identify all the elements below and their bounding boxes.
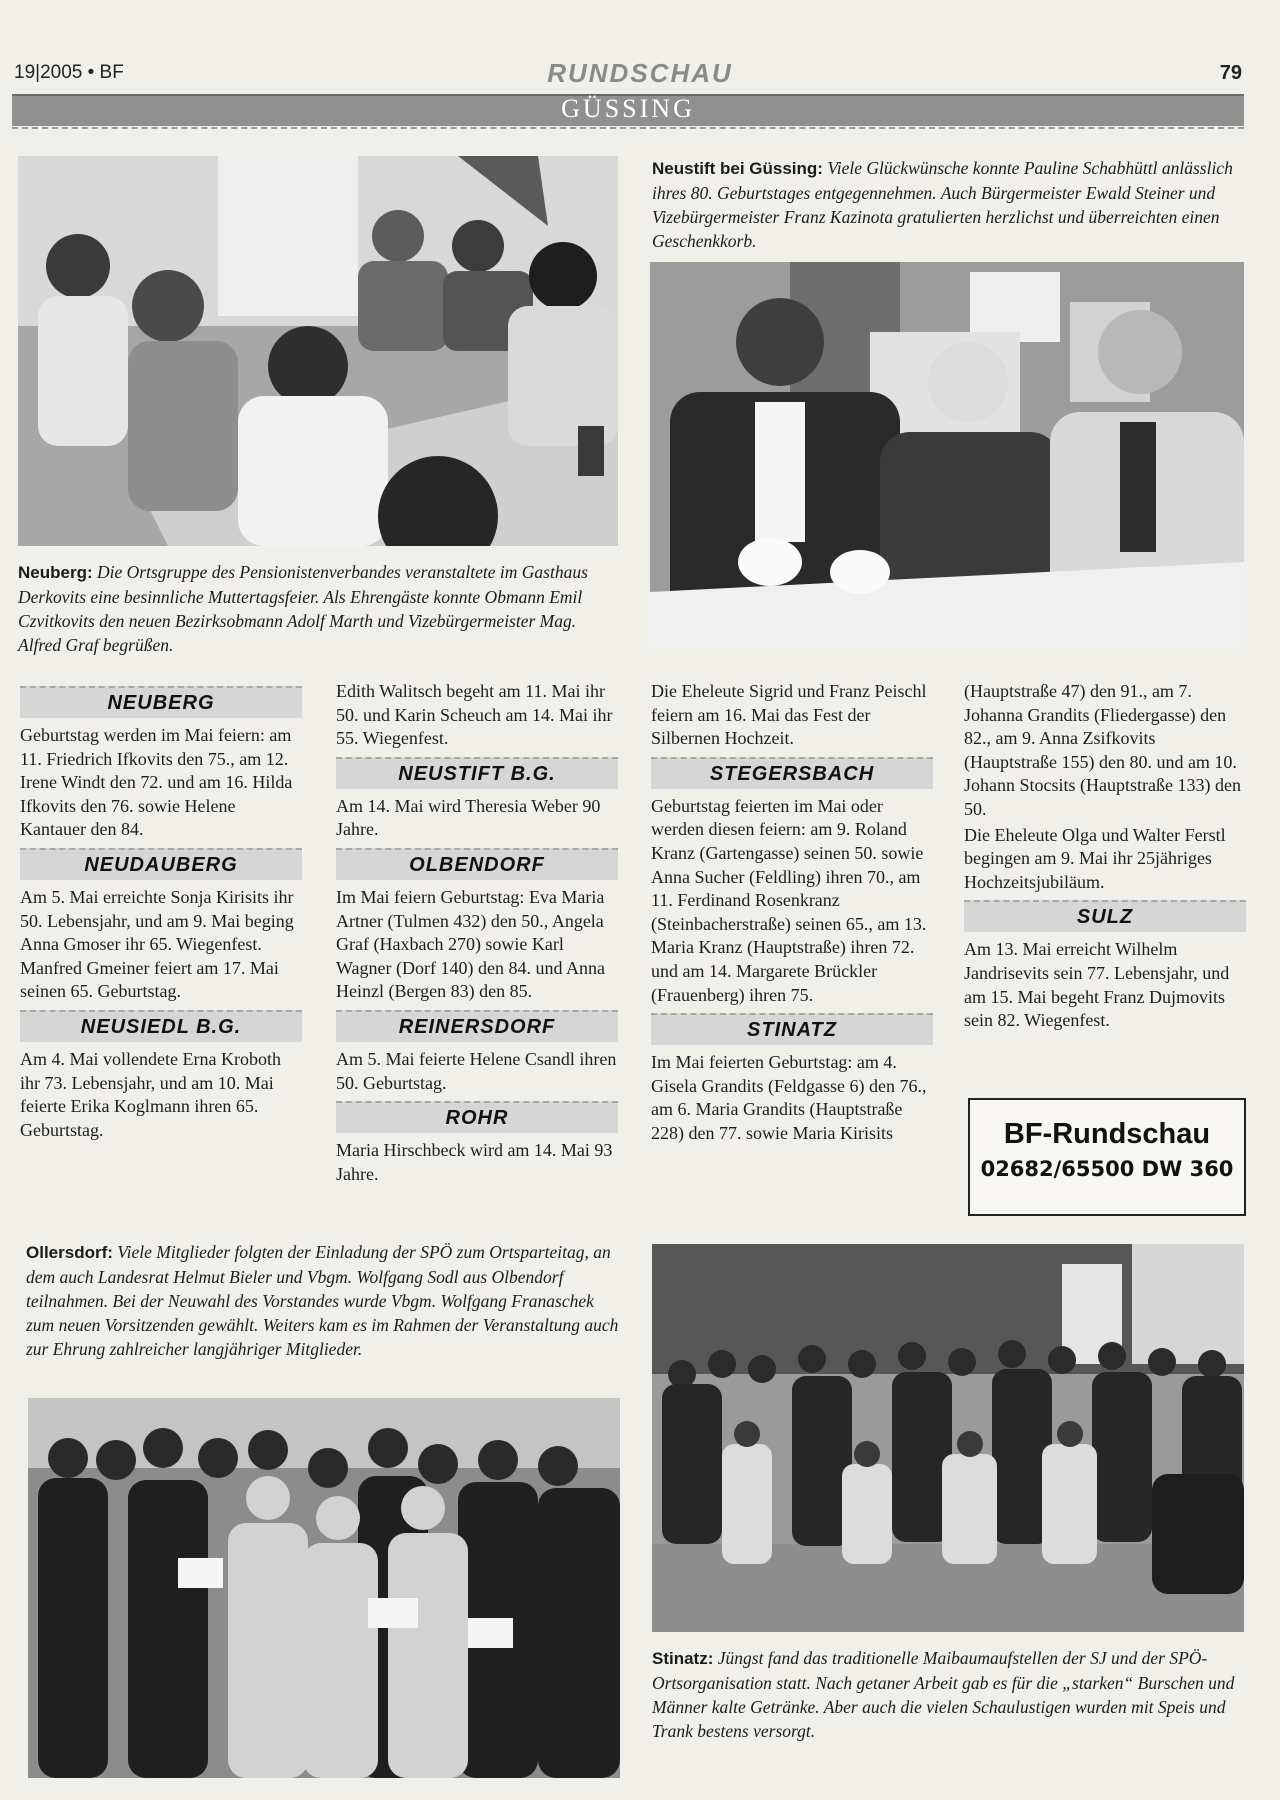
column-4 xyxy=(964,680,1246,1035)
photo-neuberg xyxy=(18,156,618,546)
caption-text: Viele Mitglieder folgten der Einladung der SPÖ zum Ortsparteitag, an dem auch Landesrat Helmut Bieler und Vbgm. Wolfgang Sodl aus Olbendorf teilnahmen. Bei der Neuwahl des Vorstandes wurde Vbgm. Wolfgang Franaschek zum neuen Vorsitzenden gewählt. Weiters kam es im Rahmen der Veranstaltung auch zur Ehrung zahlreicher langjähriger Mitglieder. xyxy=(26,1242,619,1359)
section-text: Die Eheleute Sigrid und Franz Peischl feiern am 16. Mai das Fest der Silbernen Hochzeit. xyxy=(651,681,927,749)
caption-text: Viele Glückwünsche konnte Pauline Schabhüttl anlässlich ihres 80. Geburtstages entgegennehmen. Auch Bürgermeister Ewald Steiner und Vizebürgermeister Franz Kazinota gratulierten herzlichst und überreichten einen Geschenkkorb. xyxy=(652,158,1233,251)
section-text: Am 13. Mai erreicht Wilhelm Jandrisevits sein 77. Lebensjahr, und am 15. Mai begeht Franz Dujmovits sein 82. Wiegenfest. xyxy=(964,939,1230,1031)
photo-stinatz xyxy=(652,1244,1244,1632)
caption-place: Ollersdorf: xyxy=(26,1243,113,1262)
section-heading: NEUSIEDL B.G. xyxy=(20,1010,302,1042)
section-text: Am 5. Mai feierte Helene Csandl ihren 50. Geburtstag. xyxy=(336,1048,617,1093)
section-text: (Hauptstraße 47) den 91., am 7. Johanna Grandits (Fliedergasse) den 82., am 9. Anna Zsifkovits (Hauptstraße 155) den 80. und am 10. Johann Stocsits (Hauptstraße 133) den 50. xyxy=(964,681,1241,819)
section-heading: NEUDAUBERG xyxy=(20,848,302,880)
section-heading: STINATZ xyxy=(651,1013,933,1045)
column-2 xyxy=(336,680,618,1188)
ad-title: BF-Rundschau xyxy=(1003,1118,1211,1150)
caption-stinatz xyxy=(652,1646,1244,1743)
caption-text: Die Ortsgruppe des Pensionistenverbandes veranstaltete im Gasthaus Derkovits eine besinnliche Muttertagsfeier. Als Ehrengäste konnte Obmann Emil Czvitkovits den neuen Bezirksobmann Adolf Marth und Vizebürgermeister Mag. Alfred Graf begrüßen. xyxy=(18,562,588,655)
section-text: Edith Walitsch begeht am 11. Mai ihr 50. und Karin Scheuch am 14. Mai ihr 55. Wiegenfest. xyxy=(336,681,613,749)
section-heading: OLBENDORF xyxy=(336,848,618,880)
section-heading: NEUSTIFT B.G. xyxy=(336,757,618,789)
section-text: Maria Hirschbeck wird am 14. Mai 93 Jahre. xyxy=(336,1140,613,1184)
caption-neuberg xyxy=(18,560,618,657)
caption-place: Stinatz: xyxy=(652,1649,714,1668)
column-3 xyxy=(651,680,933,1148)
caption-neustift xyxy=(652,156,1244,253)
caption-place: Neuberg: xyxy=(18,563,93,582)
section-heading: REINERSDORF xyxy=(336,1010,618,1042)
section-text: Am 5. Mai erreichte Sonja Kirisits ihr 50. Lebensjahr, und am 9. Mai beging Anna Gmoser ihr 65. Wiegenfest. Manfred Gmeiner feiert am 17. Mai seinen 65. Geburtstag. xyxy=(20,886,294,1002)
section-text: Die Eheleute Olga und Walter Ferstl begingen am 9. Mai ihr 25jähriges Hochzeitsjubiläum. xyxy=(964,824,1226,892)
photo-ollersdorf xyxy=(28,1398,620,1778)
caption-place: Neustift bei Güssing: xyxy=(652,159,823,178)
page-number: 79 xyxy=(1219,62,1242,84)
section-text: Am 14. Mai wird Theresia Weber 90 Jahre. xyxy=(336,795,601,840)
section-text: Im Mai feierten Geburtstag: am 4. Gisela Grandits (Feldgasse 6) den 76., am 6. Maria Grandits (Hauptstraße 228) den 77. sowie Maria Kirisits xyxy=(651,1052,927,1143)
section-heading: STEGERSBACH xyxy=(651,757,933,789)
section-heading: SULZ xyxy=(964,900,1246,932)
header-divider xyxy=(12,127,1244,129)
section-title: RUNDSCHAU xyxy=(547,58,733,88)
ad-box xyxy=(968,1098,1246,1216)
photo-neustift xyxy=(650,262,1244,650)
section-heading: NEUBERG xyxy=(20,686,302,718)
section-text: Im Mai feiern Geburtstag: Eva Maria Artner (Tulmen 432) den 50., Angela Graf (Haxbach 270) sowie Karl Wagner (Dorf 140) den 84. und Anna Heinzl (Bergen 83) den 85. xyxy=(336,886,605,1002)
region-title: GÜSSING xyxy=(561,94,695,123)
column-1 xyxy=(20,680,302,1144)
section-text: Am 4. Mai vollendete Erna Kroboth ihr 73. Lebensjahr, und am 10. Mai feierte Erika Koglmann ihren 65. Geburtstag. xyxy=(20,1048,281,1140)
section-heading: ROHR xyxy=(336,1101,618,1133)
section-text: Geburtstag feierten im Mai oder werden diesen feiern: am 9. Roland Kranz (Gartengasse) seinen 50. sowie Anna Sucher (Feldling) ihren 70., am 11. Ferdinand Rosenkranz (Steinbacherstraße) seinen 65., am 13. Maria Kranz (Hauptstraße) ihren 72. und am 14. Margarete Brückler (Frauenberg) ihren 75. xyxy=(651,795,927,1005)
caption-ollersdorf xyxy=(26,1240,620,1361)
ad-phone: 02682/65500 DW 360 xyxy=(980,1157,1234,1181)
section-text: Geburtstag werden im Mai feiern: am 11. Friedrich Ifkovits den 75., am 12. Irene Windt den 72. und am 16. Hilda Ifkovits den 76. sowie Helene Kantauer den 84. xyxy=(20,725,293,840)
issue-label: 19|2005 • BF xyxy=(14,62,124,83)
caption-text: Jüngst fand das traditionelle Maibaumaufstellen der SJ und der SPÖ-Ortsorganisation statt. Nach getaner Arbeit gab es für die „starken“ Burschen und Männer kalte Getränke. Aber auch die vielen Schaulustigen wurden mit Speis und Trank bestens versorgt. xyxy=(652,1648,1235,1741)
